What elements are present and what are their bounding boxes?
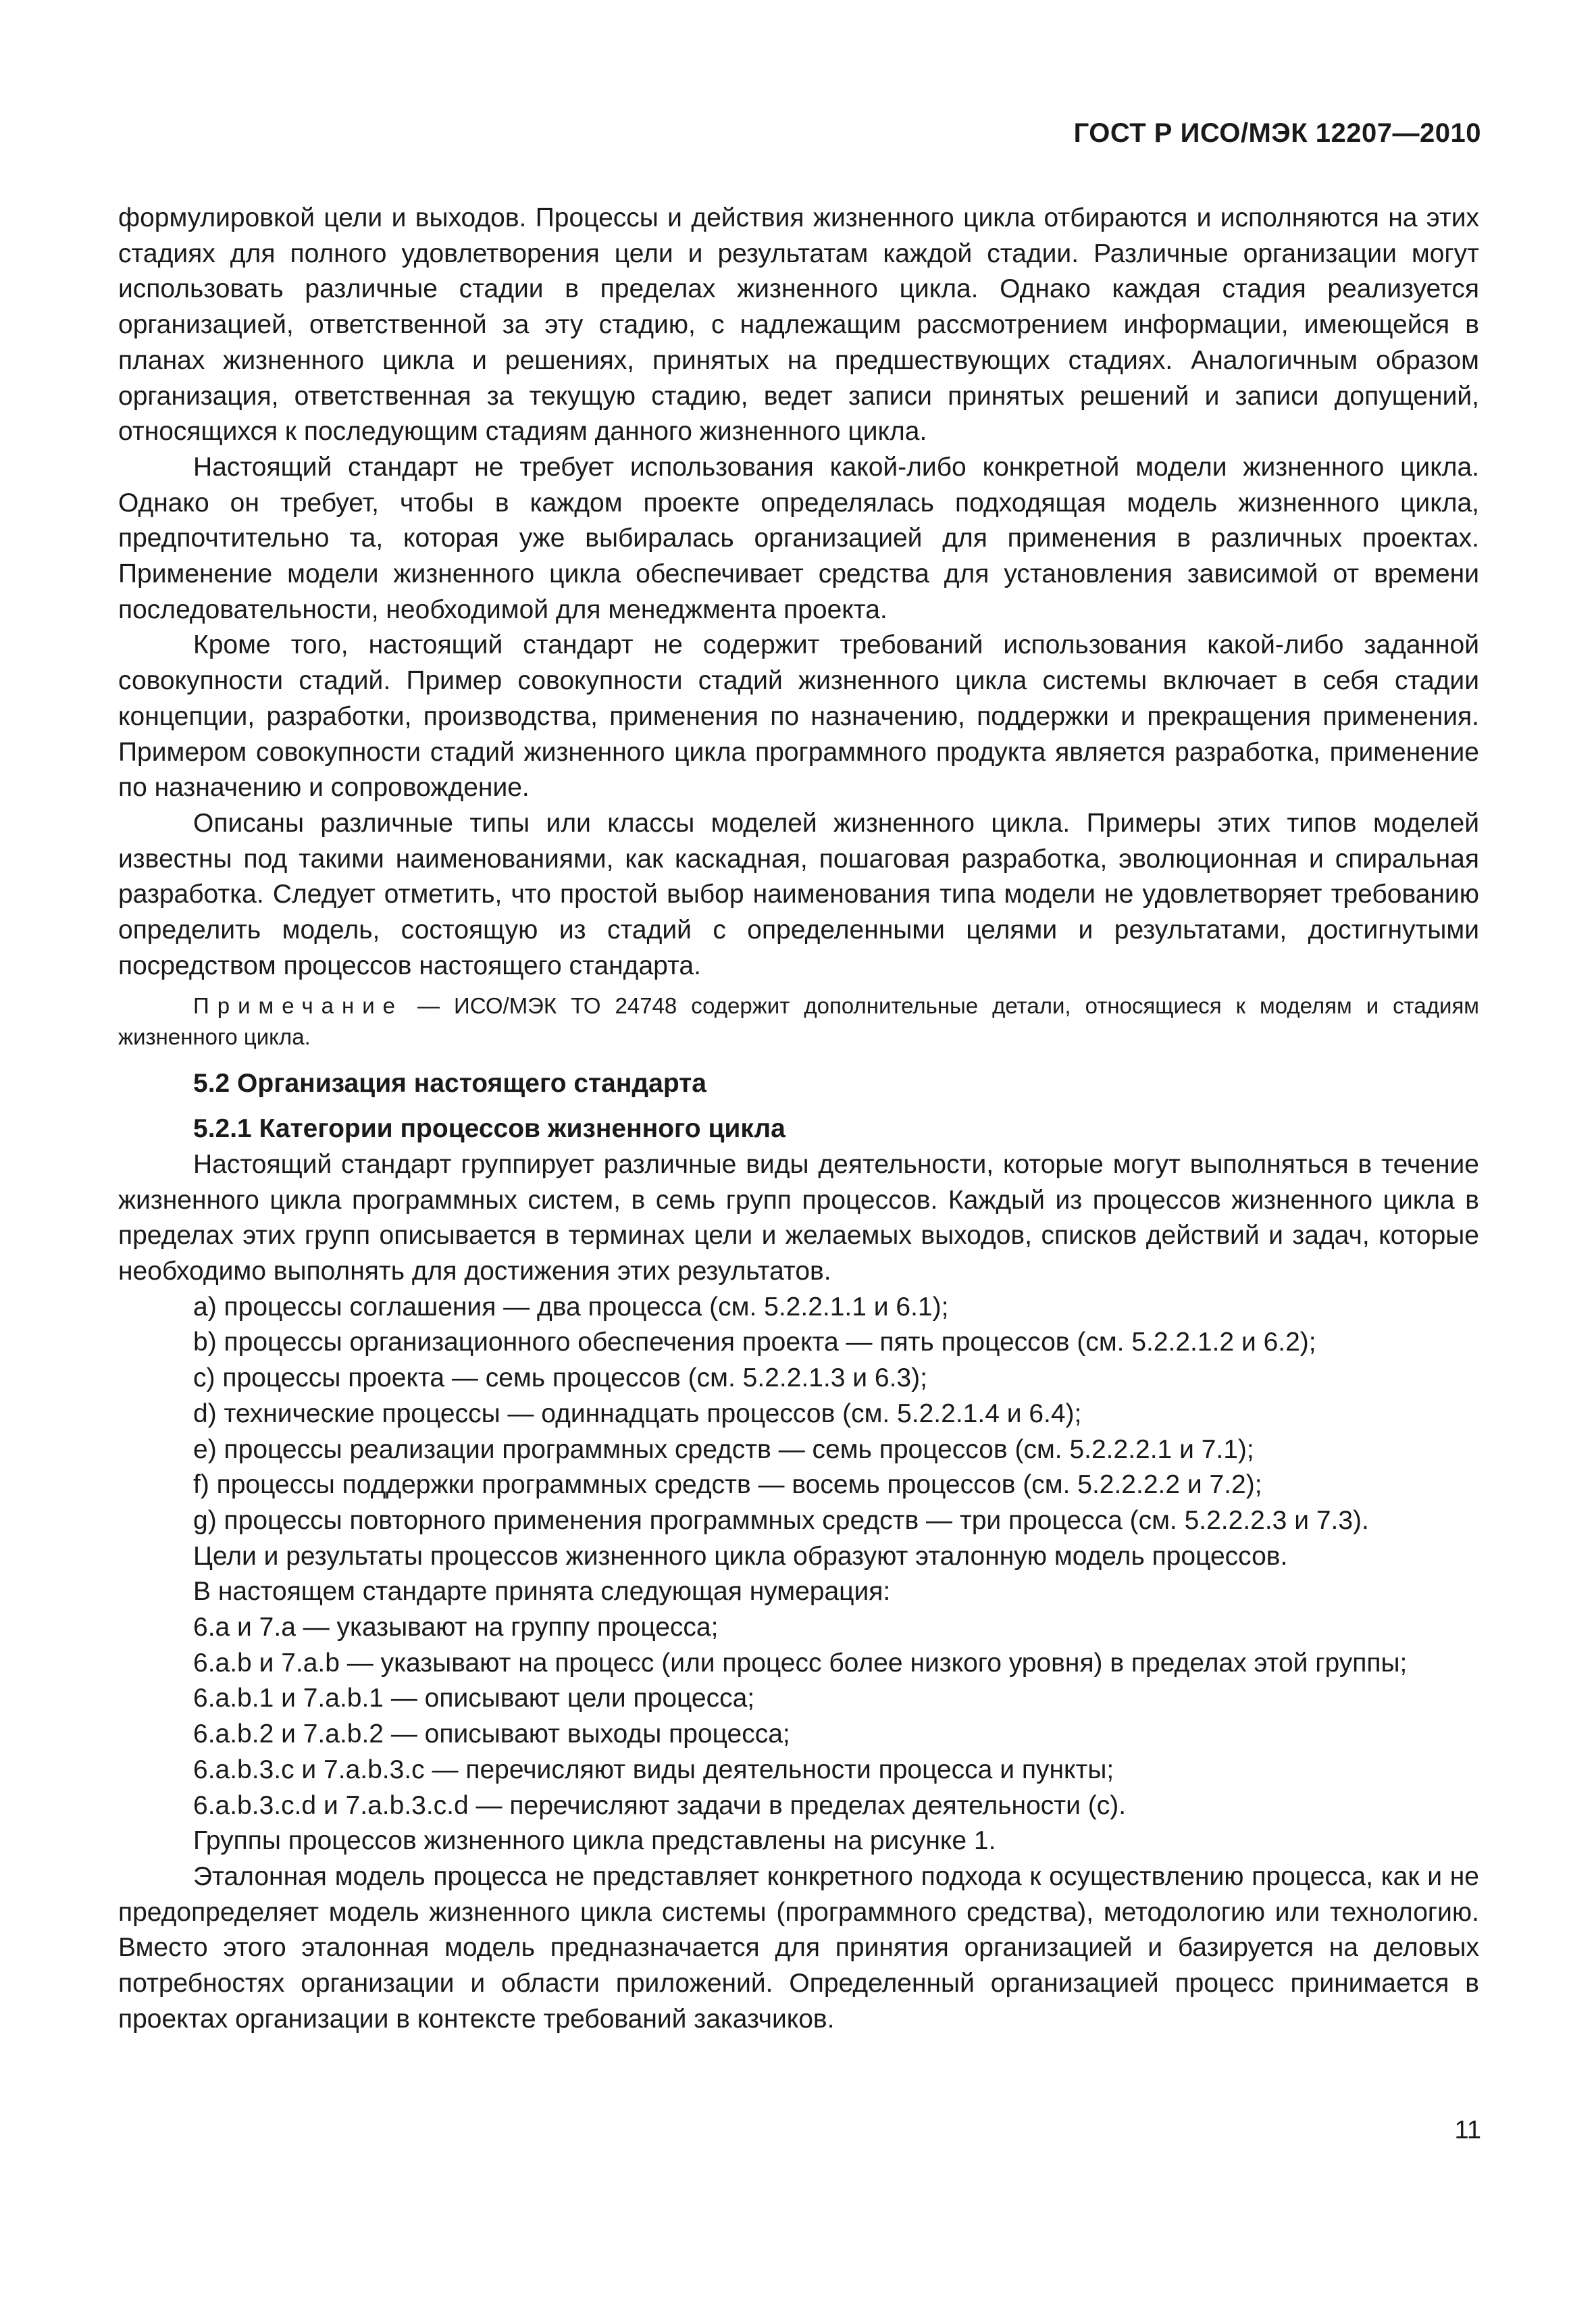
note-text: — ИСО/МЭК ТО 24748 содержит дополнительные детали, относящиеся к моделям и стадиям жизненного цикла. (118, 993, 1479, 1050)
subsection-heading: 5.2.1 Категории процессов жизненного цикла (193, 1114, 786, 1144)
list-item: 6.a и 7.a — указывают на группу процесса; (193, 1613, 719, 1642)
list-item: d) технические процессы — одиннадцать процессов (см. 5.2.2.1.4 и 6.4); (193, 1399, 1082, 1428)
paragraph-reference-model: Эталонная модель процесса не представляет конкретного подхода к осуществлению процесса, как и не предопределяет модель жизненного цикла системы (программного средства), методологию или технологию. Вместо этого эталонная модель предназначается для принятия организацией и базируется на деловых потребностях организации и области приложений. Определенный организацией процесс принимается в проектах организации в контексте требований заказчиков. (118, 1861, 1479, 2034)
paragraph-lifecycle-stages: формулировкой цели и выходов. Процессы и действия жизненного цикла отбираются и исполняются на этих стадиях для полного удовлетворения цели и результатам каждой стадии. Различные организации могут использовать различные стадии в пределах жизненного цикла. Однако каждая стадия реализуется организацией, ответственной за эту стадию, с надлежащим рассмотрением информации, имеющейся в планах жизненного цикла и решениях, принятых на предшествующих стадиях. Аналогичным образом организация, ответственная за текущую стадию, ведет записи принятых решений и записи допущений, относящихся к последующим стадиям данного жизненного цикла. (118, 203, 1479, 447)
paragraph-model-types: Описаны различные типы или классы моделей жизненного цикла. Примеры этих типов моделей известны под такими наименованиями, как каскадная, пошаговая разработка, эволюционная и спиральная разработка. Следует отметить, что простой выбор наименования типа модели не удовлетворяет требованию определить модель, состоящую из стадий с определенными целями и результатами, достигнутыми посредством процессов настоящего стандарта. (118, 808, 1479, 980)
note-label: Примечание (193, 993, 404, 1019)
page-number: 11 (1454, 2116, 1481, 2144)
list-item: a) процессы соглашения — два процесса (см. 5.2.2.1.1 и 6.1); (193, 1292, 949, 1322)
note (118, 990, 1479, 1053)
page-body (118, 201, 1479, 2037)
list-item: 6.a.b.3.c и 7.a.b.3.c — перечисляют виды деятельности процесса и пункты; (193, 1755, 1114, 1784)
section-heading: 5.2 Организация настоящего стандарта (193, 1069, 706, 1099)
paragraph-stage-sets: Кроме того, настоящий стандарт не содержит требований использования какой-либо заданной совокупности стадий. Пример совокупности стадий жизненного цикла системы включает в себя стадии концепции, разработки, производства, применения по назначению, поддержки и прекращения применения. Примером совокупности стадий жизненного цикла программного продукта является разработка, применение по назначению и сопровождение. (118, 630, 1479, 803)
paragraph-categories-intro: Настоящий стандарт группирует различные виды деятельности, которые могут выполняться в течение жизненного цикла программных систем, в семь групп процессов. Каждый из процессов жизненного цикла в пределах этих групп описывается в терминах цели и желаемых выходов, списков действий и задач, которые необходимо выполнять для достижения этих результатов. (118, 1149, 1479, 1286)
numbering-list (118, 1610, 1479, 1859)
list-item: 6.a.b и 7.a.b — указывают на процесс (или процесс более низкого уровня) в пределах этой группы; (193, 1648, 1408, 1678)
list-item: 6.a.b.1 и 7.a.b.1 — описывают цели процесса; (193, 1684, 755, 1713)
list-item: 6.a.b.3.c.d и 7.a.b.3.c.d — перечисляют задачи в пределах деятельности (c). (193, 1790, 1127, 1820)
process-groups-list (118, 1290, 1479, 1539)
paragraph-lifecycle-model: Настоящий стандарт не требует использования какой-либо конкретной модели жизненного цикла. Однако он требует, чтобы в каждом проекте определялась подходящая модель жизненного цикла, предпочтительно та, которая уже выбиралась организацией для применения в различных проектах. Применение модели жизненного цикла обеспечивает средства для установления зависимой от времени последовательности, необходимой для менеджмента проекта. (118, 452, 1479, 624)
reference-model-lines (118, 1539, 1479, 1610)
list-item: c) процессы проекта — семь процессов (см. 5.2.2.1.3 и 6.3); (193, 1363, 927, 1393)
list-item: e) процессы реализации программных средств — семь процессов (см. 5.2.2.2.1 и 7.1); (193, 1434, 1254, 1464)
list-item: f) процессы поддержки программных средств — восемь процессов (см. 5.2.2.2.2 и 7.2); (193, 1470, 1262, 1500)
list-item: В настоящем стандарте принята следующая нумерация: (193, 1577, 891, 1607)
document-code-header: ГОСТ Р ИСО/МЭК 12207—2010 (1073, 118, 1481, 148)
list-item: Цели и результаты процессов жизненного цикла образуют эталонную модель процессов. (193, 1541, 1288, 1571)
list-item: b) процессы организационного обеспечения проекта — пять процессов (см. 5.2.2.1.2 и 6.2); (193, 1328, 1316, 1357)
list-item: Группы процессов жизненного цикла представлены на рисунке 1. (193, 1826, 996, 1856)
list-item: g) процессы повторного применения программных средств — три процесса (см. 5.2.2.2.3 и 7.3). (193, 1505, 1369, 1535)
list-item: 6.a.b.2 и 7.a.b.2 — описывают выходы процесса; (193, 1719, 790, 1749)
